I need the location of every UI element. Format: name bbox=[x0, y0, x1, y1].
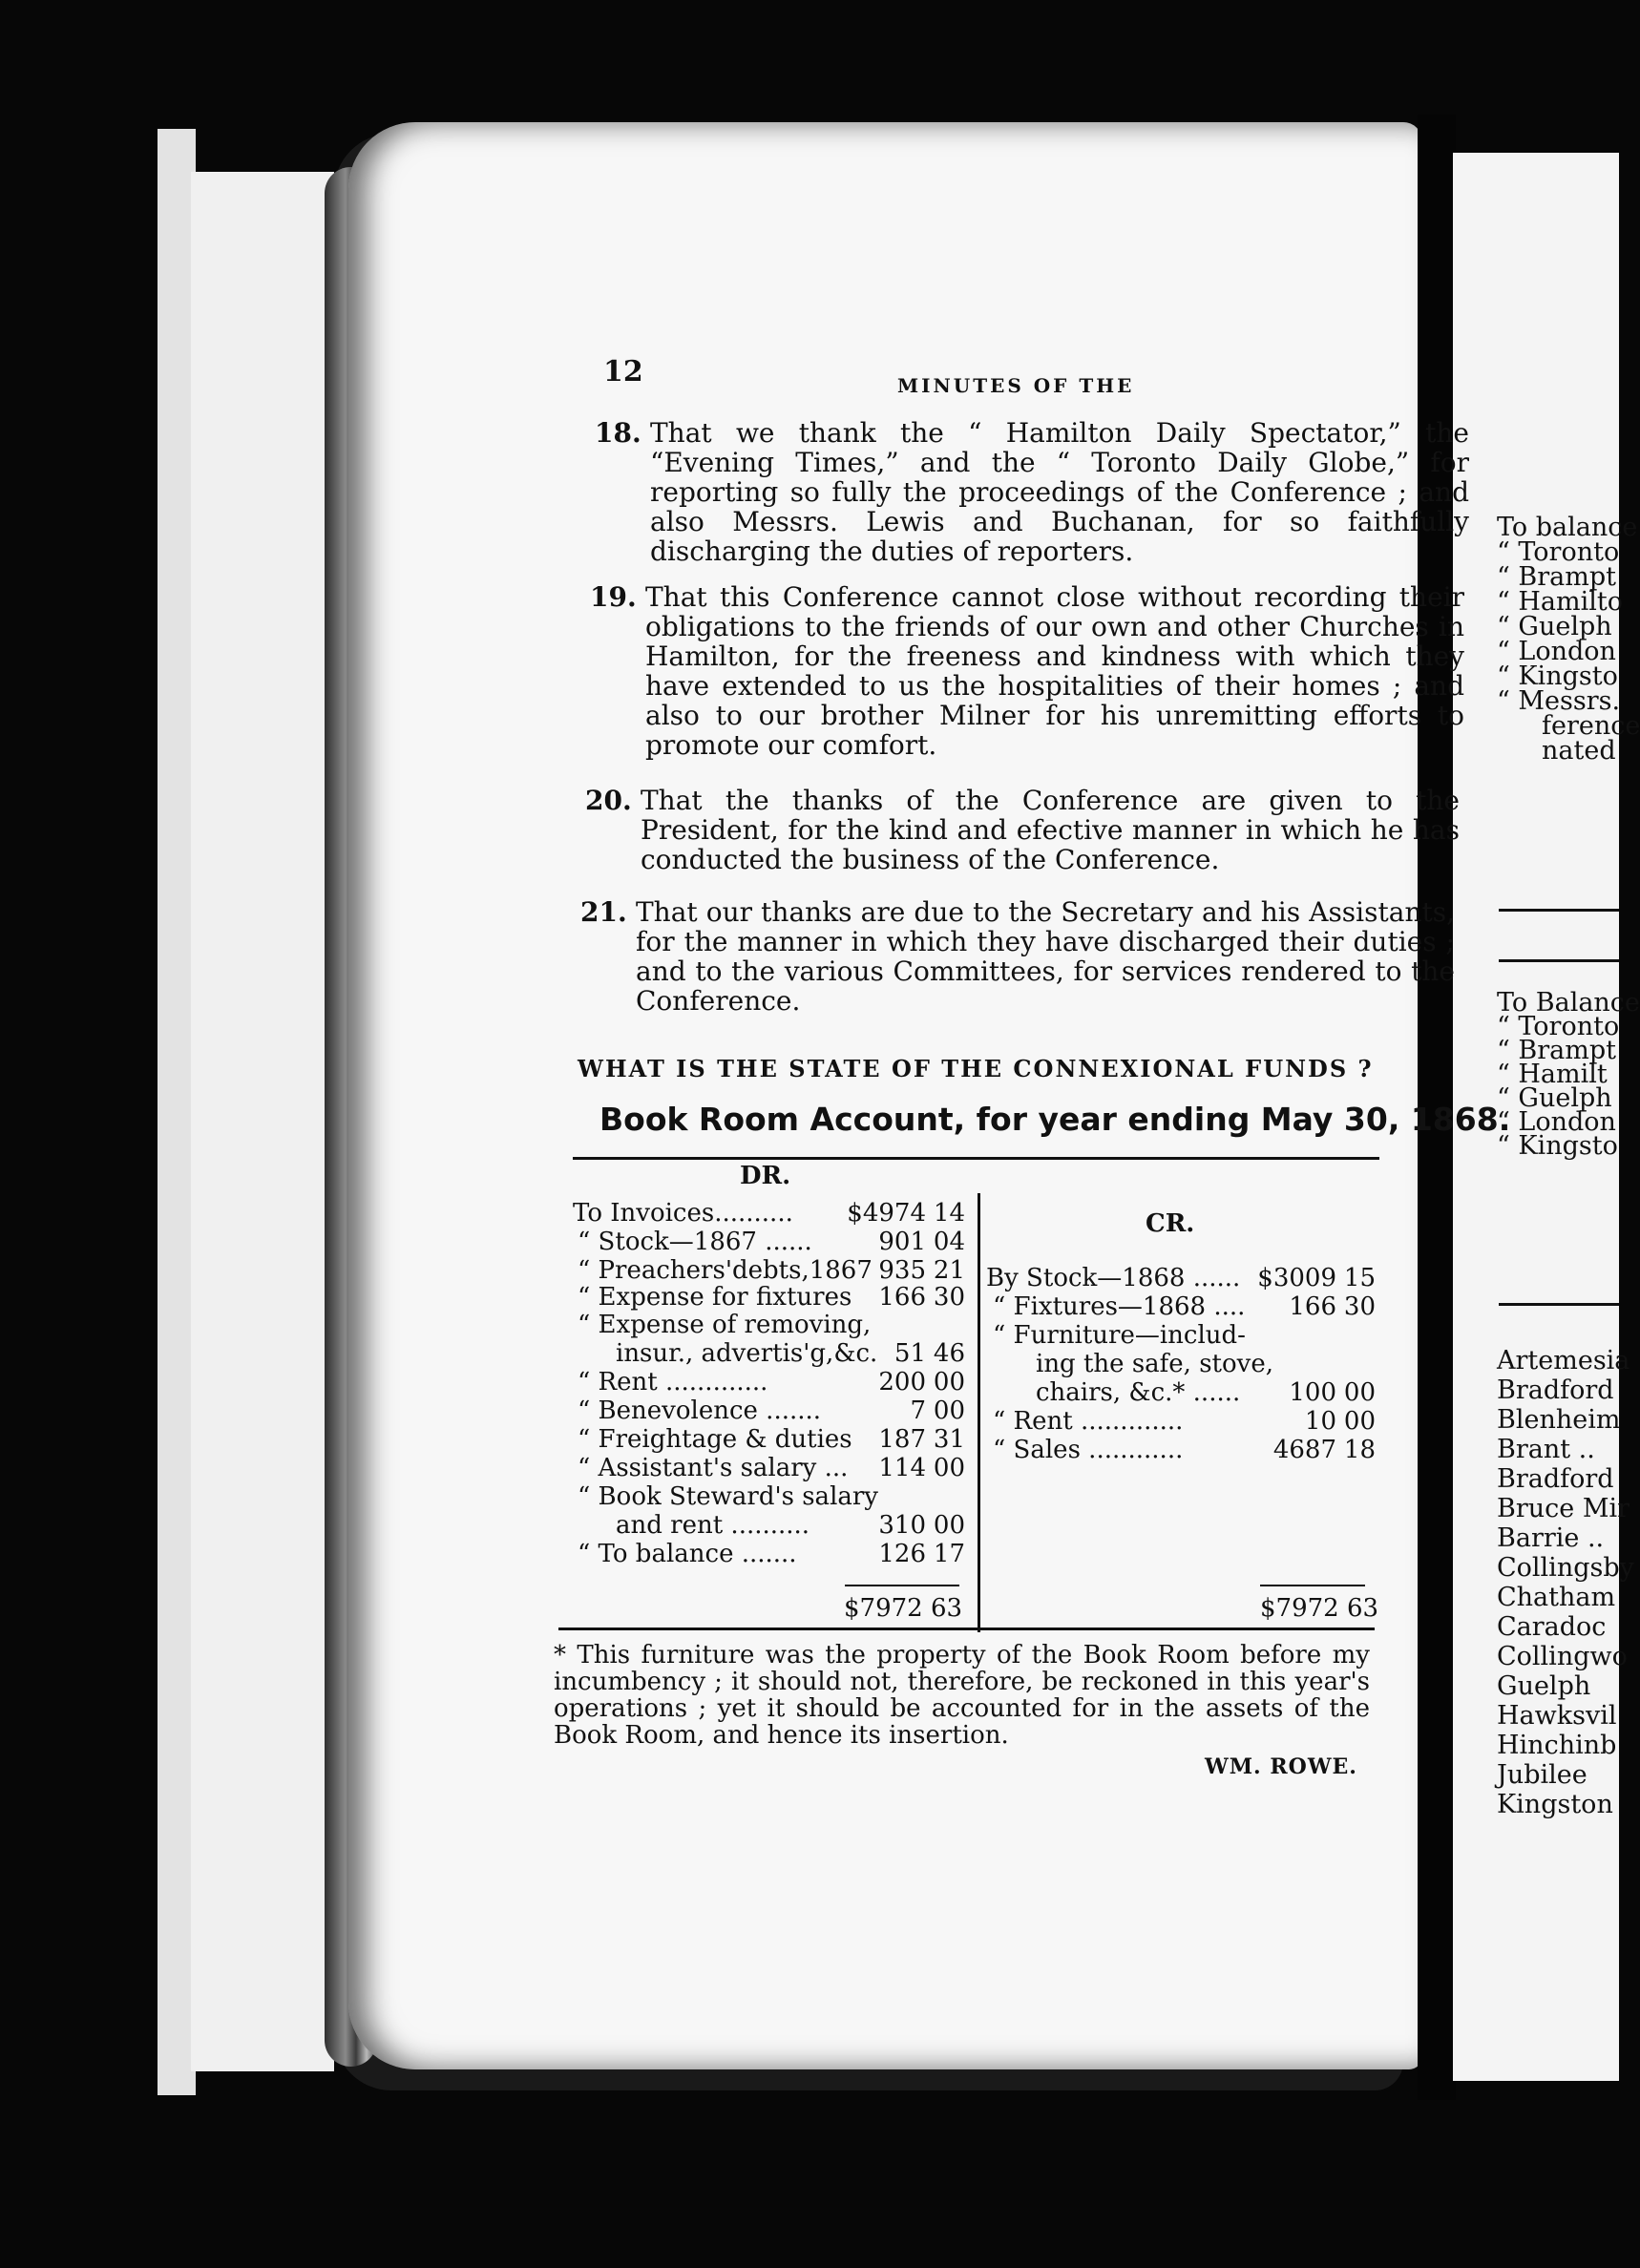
ledger-line-dr bbox=[578, 1397, 974, 1424]
ledger-label: “ Expense for fixtures bbox=[578, 1283, 852, 1312]
ledger-line-cr bbox=[993, 1408, 1379, 1435]
resolution-text: That this Conference cannot close without recording their obligations to the friends of our own and other Churches in Hamilton, for the freeness and kindness with which they have extended to us the hospitalities of their homes ; and also to our brother Milner for his unremitting efforts to promote our comfort. bbox=[645, 581, 1464, 761]
ledger-line-dr bbox=[578, 1369, 974, 1396]
ledger-label: “ Rent ............. bbox=[578, 1368, 768, 1396]
right-page-line: “ Guelph bbox=[1497, 1083, 1612, 1113]
ledger-dollars: 187 bbox=[878, 1425, 926, 1454]
resolution-19 bbox=[590, 582, 1468, 764]
ledger-line-dr bbox=[578, 1541, 974, 1567]
ledger-dollars: 166 bbox=[1289, 1292, 1336, 1321]
ledger-label: ing the safe, stove, bbox=[1036, 1350, 1273, 1378]
ledger-dollars: 114 bbox=[878, 1454, 926, 1482]
right-page-line: Bruce Mir bbox=[1497, 1494, 1630, 1523]
resolution-text: That our thanks are due to the Secretary and his Assistants, for the manner in which they have discharged their duties ; and to the various Committees, for services rendered to the Conference. bbox=[636, 896, 1455, 1017]
right-page-line: “ Kingsto bbox=[1497, 662, 1618, 691]
ledger-dollars: 126 bbox=[878, 1540, 926, 1568]
ledger-dollars: 310 bbox=[878, 1511, 926, 1540]
right-page-line: Brant .. bbox=[1497, 1435, 1595, 1464]
resolution-number: 21. bbox=[580, 896, 627, 928]
ledger-cents: 00 bbox=[1343, 1407, 1376, 1436]
ledger-line-dr bbox=[578, 1455, 974, 1481]
ledger-cents: 00 bbox=[933, 1396, 965, 1425]
ledger-line-dr bbox=[578, 1483, 974, 1510]
ledger-line-cr bbox=[1036, 1351, 1379, 1377]
ledger-label: “ Expense of removing, bbox=[578, 1311, 872, 1339]
ledger-label: “ Stock—1867 ...... bbox=[578, 1228, 812, 1256]
right-page-line: Jubilee bbox=[1497, 1760, 1587, 1790]
ledger-line-dr bbox=[578, 1257, 974, 1284]
right-page-rule bbox=[1499, 909, 1619, 912]
ledger-cents: 46 bbox=[933, 1339, 965, 1368]
ledger-divider bbox=[978, 1193, 980, 1632]
ledger-dollars: 100 bbox=[1289, 1378, 1336, 1407]
ledger-cents: 04 bbox=[933, 1228, 965, 1256]
right-page-line: Bradford bbox=[1497, 1464, 1614, 1494]
right-page-line: “ Hamilt bbox=[1497, 1060, 1608, 1089]
ledger-dollars: 10 bbox=[1304, 1407, 1336, 1436]
ledger-line-cr bbox=[986, 1265, 1379, 1292]
ledger-cents: 30 bbox=[1343, 1292, 1376, 1321]
resolution-number: 19. bbox=[590, 581, 637, 613]
ledger-cents: 31 bbox=[933, 1425, 965, 1454]
ledger-dollars: 200 bbox=[878, 1368, 926, 1396]
dr-subtotal-rule bbox=[845, 1585, 959, 1586]
resolution-text: That the thanks of the Conference are given to the President, for the kind and efective manner in which he has conducted the business of the Conference. bbox=[641, 785, 1460, 875]
ledger-label: and rent .......... bbox=[616, 1511, 810, 1540]
ledger-line-cr bbox=[993, 1437, 1379, 1463]
right-page-line: Collingwo bbox=[1497, 1642, 1628, 1671]
resolution-20 bbox=[585, 786, 1463, 881]
right-page-line: “ Kingsto bbox=[1497, 1131, 1618, 1161]
ledger-label: “ To balance ....... bbox=[578, 1540, 797, 1568]
ledger-label: “ Benevolence ....... bbox=[578, 1396, 822, 1425]
right-page-line: To Balance bbox=[1497, 988, 1640, 1018]
right-page-line: Chatham bbox=[1497, 1583, 1616, 1612]
resolution-text: That we thank the “ Hamilton Daily Spectator,” the “Evening Times,” and the “ Toronto Daily Globe,” for reporting so fully the proceedings of the Conference ; and also Messrs. Lewis and Buchanan, for so faithfully discharging the duties of reporters. bbox=[650, 417, 1469, 567]
ledger-label: To Invoices.......... bbox=[573, 1199, 793, 1228]
right-page-line: Collingsby bbox=[1497, 1553, 1634, 1583]
ledger-cents: 00 bbox=[933, 1511, 965, 1540]
cr-total: $7972 63 bbox=[1260, 1594, 1379, 1623]
resolution-18 bbox=[595, 418, 1473, 566]
section-question: WHAT IS THE STATE OF THE CONNEXIONAL FUNDS ? bbox=[578, 1055, 1374, 1082]
right-page-rule bbox=[1499, 959, 1619, 962]
right-page-line: ference bbox=[1542, 711, 1640, 741]
ledger-cents: 21 bbox=[933, 1256, 965, 1285]
ledger-top-rule bbox=[573, 1157, 1379, 1160]
ledger-label: “ Freightage & duties bbox=[578, 1425, 852, 1454]
ledger-line-cr bbox=[993, 1322, 1379, 1349]
ledger-cents: 00 bbox=[933, 1454, 965, 1482]
right-page-line: “ Brampt bbox=[1497, 1036, 1616, 1065]
right-page-line: nated bbox=[1542, 736, 1616, 766]
ledger-cents: 00 bbox=[933, 1368, 965, 1396]
ledger-line-dr bbox=[578, 1426, 974, 1453]
ledger-line-dr bbox=[616, 1340, 974, 1367]
right-page-rule bbox=[1499, 1303, 1619, 1306]
ledger-label: insur., advertis'g,&c. bbox=[616, 1339, 878, 1368]
ledger-line-dr bbox=[573, 1200, 974, 1227]
right-page-line: “ Hamilto bbox=[1497, 587, 1624, 617]
right-page-line: “ Guelph bbox=[1497, 612, 1612, 641]
ledger-dollars: 4687 bbox=[1272, 1436, 1336, 1464]
ledger-dollars: 166 bbox=[878, 1283, 926, 1312]
right-page-line: “ Messrs. bbox=[1497, 686, 1621, 716]
dr-total: $7972 63 bbox=[844, 1594, 963, 1623]
ledger-label: “ Furniture—includ- bbox=[993, 1321, 1246, 1350]
book-cover-edge bbox=[158, 129, 196, 2095]
ledger-label: “ Sales ............ bbox=[993, 1436, 1184, 1464]
footnote: * This furniture was the property of the Book Room before my incumbency ; it should not, therefore, be reckoned in this year's operations ; yet it should be accounted for in the assets of the Book Room, and hence its insertion. bbox=[554, 1641, 1370, 1750]
right-page-line: “ Brampt bbox=[1497, 562, 1616, 592]
right-page-line: Caradoc bbox=[1497, 1612, 1607, 1642]
ledger-cents: 00 bbox=[1343, 1378, 1376, 1407]
ledger-cents: 15 bbox=[1343, 1264, 1376, 1292]
ledger-dollars: 901 bbox=[878, 1228, 926, 1256]
cr-subtotal-rule bbox=[1260, 1585, 1365, 1586]
ledger-line-dr bbox=[578, 1284, 974, 1311]
ledger-dollars: 935 bbox=[878, 1256, 926, 1285]
right-page-line: Blenheim bbox=[1497, 1405, 1621, 1435]
right-page-line: Bradford bbox=[1497, 1376, 1614, 1405]
ledger-cents: 14 bbox=[933, 1199, 965, 1228]
right-page-line: Artemesia bbox=[1497, 1346, 1630, 1376]
ledger-label: “ Book Steward's salary bbox=[578, 1482, 878, 1511]
page-number: 12 bbox=[603, 355, 643, 388]
signature: WM. ROWE. bbox=[1205, 1754, 1357, 1779]
ledger-label: By Stock—1868 ...... bbox=[986, 1264, 1241, 1292]
ledger-dollars: 7 bbox=[910, 1396, 926, 1425]
right-page-line: “ London bbox=[1497, 1107, 1616, 1137]
right-page-line: “ Toronto bbox=[1497, 537, 1620, 567]
account-title: Book Room Account, for year ending May 30, 1868. bbox=[599, 1101, 1511, 1138]
ledger-label: “ Fixtures—1868 .... bbox=[993, 1292, 1246, 1321]
dr-heading: DR. bbox=[740, 1162, 791, 1190]
running-title: MINUTES OF THE bbox=[897, 374, 1135, 397]
resolution-number: 20. bbox=[585, 785, 632, 816]
ledger-line-cr bbox=[993, 1293, 1379, 1320]
ledger-line-dr bbox=[578, 1312, 974, 1338]
ledger-dollars: $3009 bbox=[1257, 1264, 1336, 1292]
right-page-line: Barrie .. bbox=[1497, 1523, 1605, 1553]
right-page-line: Hinchinb bbox=[1497, 1731, 1617, 1760]
ledger-bottom-rule bbox=[558, 1628, 1375, 1630]
cr-heading: CR. bbox=[1146, 1209, 1195, 1238]
ledger-cents: 17 bbox=[933, 1540, 965, 1568]
resolution-21 bbox=[580, 897, 1459, 1021]
right-page-line: Hawksvil bbox=[1497, 1701, 1617, 1731]
right-page-line: “ London bbox=[1497, 637, 1616, 666]
ledger-label: “ Rent ............. bbox=[993, 1407, 1184, 1436]
ledger-label: “ Assistant's salary ... bbox=[578, 1454, 849, 1482]
ledger-dollars: $4974 bbox=[847, 1199, 926, 1228]
right-page-line: Guelph bbox=[1497, 1671, 1591, 1701]
ledger-label: “ Preachers'debts,1867 bbox=[578, 1256, 873, 1285]
book-cover-edge-inner bbox=[191, 172, 334, 2071]
ledger-label: chairs, &c.* ...... bbox=[1036, 1378, 1241, 1407]
ledger-line-dr bbox=[616, 1512, 974, 1539]
ledger-cents: 18 bbox=[1343, 1436, 1376, 1464]
right-page-line: “ Toronto bbox=[1497, 1012, 1620, 1041]
resolution-number: 18. bbox=[595, 417, 641, 449]
ledger-dollars: 51 bbox=[894, 1339, 926, 1368]
ledger-line-cr bbox=[1036, 1379, 1379, 1406]
ledger-line-dr bbox=[578, 1228, 974, 1255]
ledger-cents: 30 bbox=[933, 1283, 965, 1312]
right-page-line: To balance bbox=[1497, 513, 1638, 542]
right-page-line: Kingston bbox=[1497, 1790, 1613, 1819]
